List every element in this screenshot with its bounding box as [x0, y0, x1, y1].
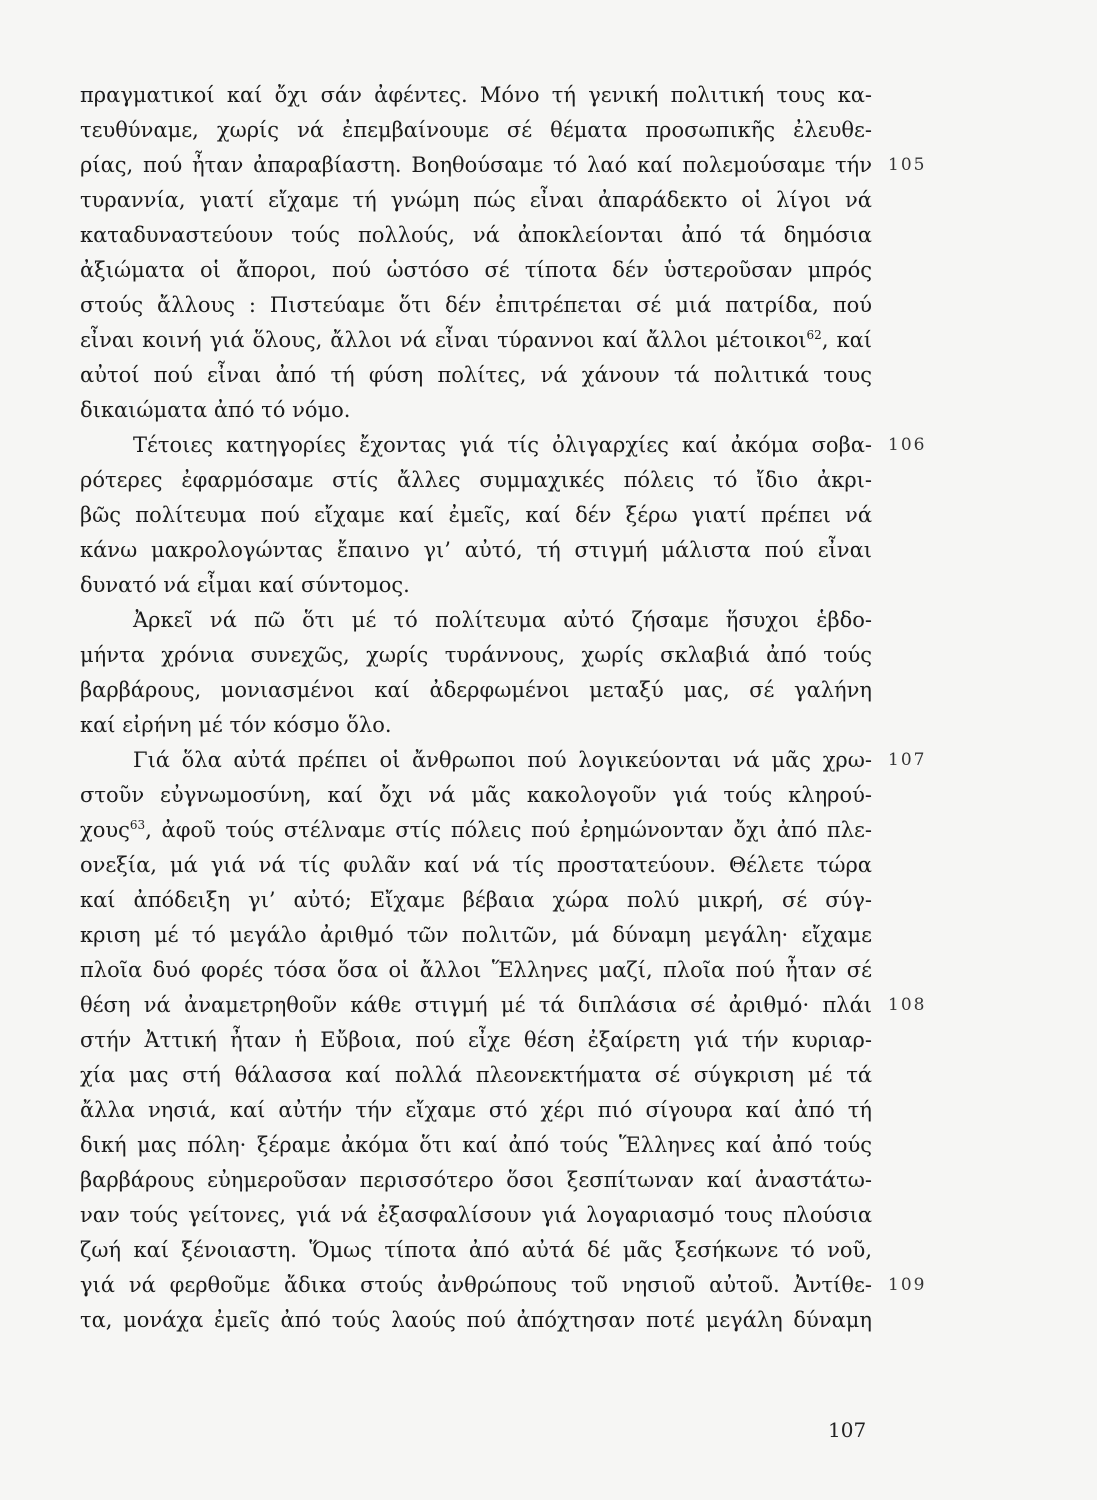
line-text: καί ἀπόδειξη γι’ αὐτό; Εἴχαμε βέβαια χώρα πολύ μικρή, σέ σύγ- — [80, 888, 872, 912]
line-text: στούς ἄλλους : Πιστεύαμε ὅτι δέν ἐπιτρέπεται σέ μιά πατρίδα, πού — [80, 293, 872, 317]
text-line — [80, 708, 872, 743]
text-line — [80, 918, 872, 953]
line-text: ρίας, πού ἦταν ἀπαραβίαστη. Βοηθούσαμε τό λαό καί πολεμούσαμε τήν — [80, 153, 872, 177]
line-text: Τέτοιες κατηγορίες ἔχοντας γιά τίς ὀλιγαρχίες καί ἀκόμα σοβα- — [133, 433, 872, 457]
line-text: ονεξία, μά γιά νά τίς φυλᾶν καί νά τίς προστατεύουν. Θέλετε τώρα — [80, 853, 872, 877]
text-line — [80, 533, 872, 568]
text-line — [80, 463, 872, 498]
line-text: ρότερες ἐφαρμόσαμε στίς ἄλλες συμμαχικές πόλεις τό ἴδιο ἀκρι- — [80, 468, 872, 492]
line-text: στοῦν εὐγνωμοσύνη, καί ὄχι νά μᾶς κακολογοῦν γιά τούς κληρού- — [80, 783, 872, 807]
text-line — [80, 1268, 927, 1303]
text-line — [80, 988, 927, 1023]
line-text: πλοῖα δυό φορές τόσα ὅσα οἱ ἄλλοι Ἕλληνες μαζί, πλοῖα πού ἦταν σέ — [80, 958, 872, 982]
line-text: καταδυναστεύουν τούς πολλούς, νά ἀποκλείονται ἀπό τά δημόσια — [80, 223, 872, 247]
text-line — [80, 323, 872, 358]
page-number: 107 — [828, 1418, 867, 1442]
footnote-ref: 63 — [129, 818, 146, 832]
text-line — [80, 638, 872, 673]
line-text: κριση μέ τό μεγάλο ἀριθμό τῶν πολιτῶν, μά δύναμη μεγάλη· εἴχαμε — [80, 923, 872, 947]
text-line — [80, 1198, 872, 1233]
line-text: γιά νά φερθοῦμε ἄδικα στούς ἀνθρώπους τοῦ νησιοῦ αὐτοῦ. Ἀντίθε- — [80, 1273, 872, 1297]
text-line — [80, 1058, 872, 1093]
text-line — [80, 428, 927, 463]
text-line — [80, 953, 872, 988]
line-text: βῶς πολίτευμα πού εἴχαμε καί ἐμεῖς, καί δέν ξέρω γιατί πρέπει νά — [80, 503, 872, 527]
line-text: ἄλλα νησιά, καί αὐτήν τήν εἴχαμε στό χέρι πιό σίγουρα καί ἀπό τή — [80, 1098, 872, 1122]
text-line — [80, 183, 872, 218]
line-text: ἀξιώματα οἱ ἄποροι, πού ὡστόσο σέ τίποτα δέν ὑστεροῦσαν μπρός — [80, 258, 872, 282]
text-line — [80, 673, 872, 708]
line-text: χία μας στή θάλασσα καί πολλά πλεονεκτήματα σέ σύγκριση μέ τά — [80, 1063, 872, 1087]
text-line — [80, 393, 872, 428]
text-line — [80, 253, 872, 288]
text-line — [80, 1233, 872, 1268]
text-line — [80, 568, 872, 603]
line-text: Γιά ὅλα αὐτά πρέπει οἱ ἄνθρωποι πού λογικεύονται νά μᾶς χρω- — [133, 748, 872, 772]
text-line — [80, 78, 872, 113]
line-text: θέση νά ἀναμετρηθοῦν κάθε στιγμή μέ τά διπλάσια σέ ἀριθμό· πλάι — [80, 993, 872, 1017]
section-number: 105 — [888, 155, 927, 175]
line-text: αὐτοί πού εἶναι ἀπό τή φύση πολίτες, νά χάνουν τά πολιτικά τους — [80, 363, 872, 387]
line-text: δική μας πόλη· ξέραμε ἀκόμα ὅτι καί ἀπό τούς Ἕλληνες καί ἀπό τούς — [80, 1133, 872, 1157]
text-line — [80, 1128, 872, 1163]
text-line — [80, 813, 872, 848]
line-text: μήντα χρόνια συνεχῶς, χωρίς τυράννους, χωρίς σκλαβιά ἀπό τούς — [80, 643, 872, 667]
line-text: ναν τούς γείτονες, γιά νά ἐξασφαλίσουν γιά λογαριασμό τους πλούσια — [80, 1203, 872, 1227]
line-text-continued: , καί — [821, 328, 872, 352]
text-line — [80, 603, 872, 638]
line-text: Ἀρκεῖ νά πῶ ὅτι μέ τό πολίτευμα αὐτό ζήσαμε ἥσυχοι ἑβδο- — [133, 608, 872, 632]
text-line — [80, 498, 872, 533]
text-line — [80, 848, 872, 883]
section-number: 109 — [888, 1275, 927, 1295]
text-line — [80, 1303, 872, 1338]
line-text: δικαιώματα ἀπό τό νόμο. — [80, 398, 351, 422]
text-line — [80, 883, 872, 918]
section-number: 108 — [888, 995, 927, 1015]
line-text: καί εἰρήνη μέ τόν κόσμο ὅλο. — [80, 713, 392, 737]
line-text: βαρβάρους, μονιασμένοι καί ἀδερφωμένοι μεταξύ μας, σέ γαλήνη — [80, 678, 872, 702]
text-line — [80, 358, 872, 393]
line-text: ζωή καί ξένοιαστη. Ὅμως τίποτα ἀπό αὐτά δέ μᾶς ξεσήκωνε τό νοῦ, — [80, 1238, 872, 1262]
text-line — [80, 1093, 872, 1128]
line-text: πραγματικοί καί ὄχι σάν ἀφέντες. Μόνο τή γενική πολιτική τους κα- — [80, 83, 872, 107]
line-text: τευθύναμε, χωρίς νά ἐπεμβαίνουμε σέ θέματα προσωπικῆς ἐλευθε- — [80, 118, 872, 142]
footnote-ref: 62 — [806, 328, 822, 342]
line-text: χους — [80, 818, 130, 842]
line-text: κάνω μακρολογώντας ἔπαινο γι’ αὐτό, τή στιγμή μάλιστα πού εἶναι — [80, 538, 872, 562]
line-text: δυνατό νά εἶμαι καί σύντομος. — [80, 573, 410, 597]
text-line — [80, 148, 927, 183]
text-line — [80, 288, 872, 323]
text-line — [80, 743, 927, 778]
text-line — [80, 778, 872, 813]
text-line — [80, 218, 872, 253]
text-line — [80, 1163, 872, 1198]
line-text: στήν Ἀττική ἦταν ἡ Εὔβοια, πού εἶχε θέση ἐξαίρετη γιά τήν κυριαρ- — [80, 1028, 872, 1052]
body-text — [80, 78, 927, 1338]
text-line — [80, 113, 872, 148]
line-text: τυραννία, γιατί εἴχαμε τή γνώμη πώς εἶναι ἀπαράδεκτο οἱ λίγοι νά — [80, 188, 872, 212]
text-line — [80, 1023, 872, 1058]
section-number: 107 — [888, 750, 927, 770]
line-text: εἶναι κοινή γιά ὅλους, ἄλλοι νά εἶναι τύραννοι καί ἄλλοι μέτοικοι — [80, 328, 807, 352]
line-text: βαρβάρους εὐημεροῦσαν περισσότερο ὅσοι ξεσπίτωναν καί ἀναστάτω- — [80, 1168, 872, 1192]
line-text-continued: , ἀφοῦ τούς στέλναμε στίς πόλεις πού ἐρημώνονταν ὄχι ἀπό πλε- — [145, 818, 872, 842]
line-text: τα, μονάχα ἐμεῖς ἀπό τούς λαούς πού ἀπόχτησαν ποτέ μεγάλη δύναμη — [80, 1308, 872, 1332]
section-number: 106 — [888, 435, 927, 455]
